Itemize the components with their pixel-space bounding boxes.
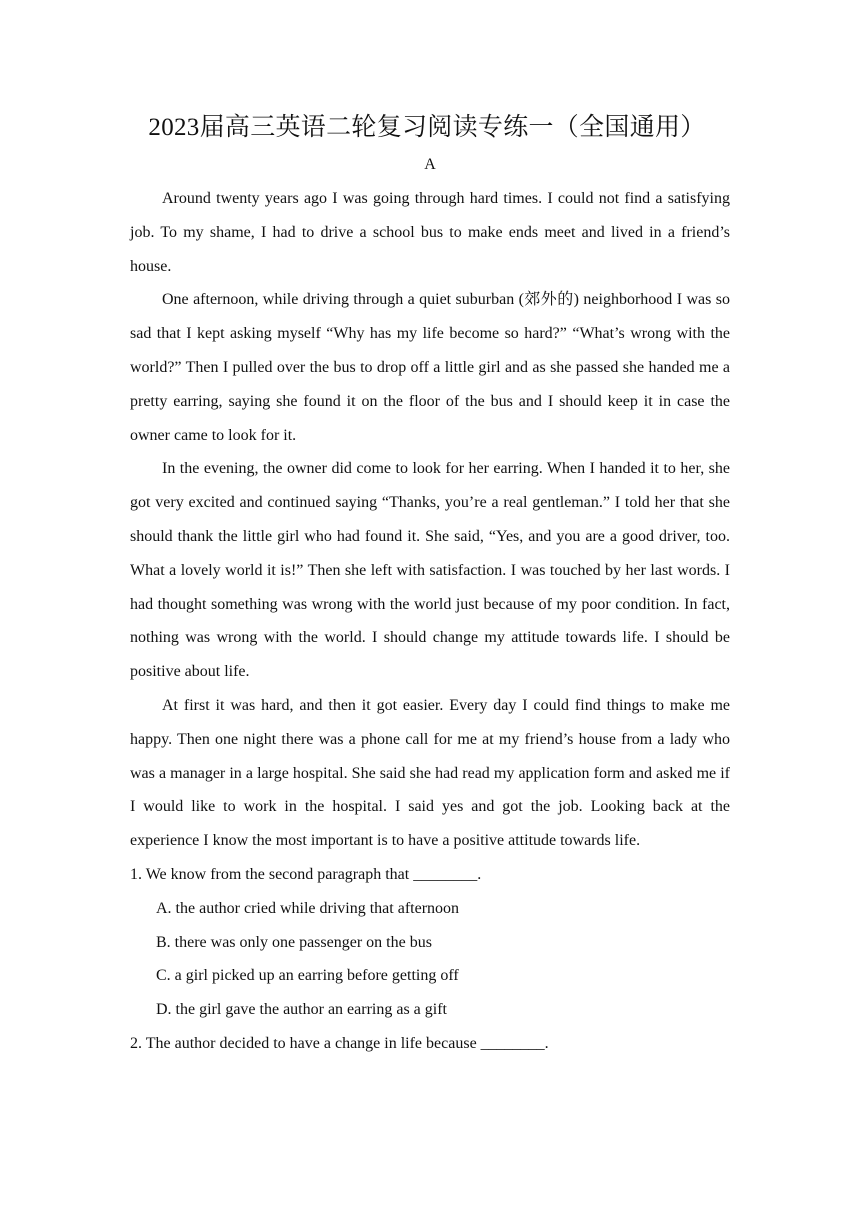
question-1-stem: 1. We know from the second paragraph that ________. [130,865,482,883]
document-title: 2023届高三英语二轮复习阅读专练一（全国通用） [148,114,706,141]
paragraph-2: One afternoon, while driving through a quiet suburban (郊外的) neighborhood I was so sad that I kept asking myself “Why has my life become so hard?” “What’s wrong with the world?” Then I pulled over the bus to drop off a little girl and as she passed she handed me a pretty earring, saying she found it on the floor of the bus and I should keep it in case the owner came to look for it. [130,291,730,444]
question-2-stem: 2. The author decided to have a change in life because ________. [130,1034,549,1052]
question-1-option-d: D. the girl gave the author an earring as a gift [156,1001,447,1019]
section-label: A [424,156,436,173]
paragraph-4: At first it was hard, and then it got easier. Every day I could find things to make me happy. Then one night there was a phone call for me at my friend’s house from a lady who was a manager in a large hospital. She said she had read my application form and asked me if I would like to work in the hospital. I said yes and got the job. Looking back at the experience I know the most important is to have a positive attitude towards life. [130,696,730,850]
document-page [130,108,730,1061]
question-1-option-b: B. there was only one passenger on the bus [156,933,432,951]
question-1-option-c: C. a girl picked up an earring before getting off [156,967,459,985]
paragraph-3: In the evening, the owner did come to look for her earring. When I handed it to her, she got very excited and continued saying “Thanks, you’re a real gentleman.” I told her that she should thank the little girl who had found it. She said, “Yes, and you are a good driver, too. What a lovely world it is!” Then she left with satisfaction. I was touched by her last words. I had thought something was wrong with the world just because of my poor condition. In fact, nothing was wrong with the world. I should change my attitude towards life. I should be positive about life. [130,460,730,681]
paragraph-1: Around twenty years ago I was going through hard times. I could not find a satisfying job. To my shame, I had to drive a school bus to make ends meet and lived in a friend’s house. [130,190,730,275]
question-1-option-a: A. the author cried while driving that afternoon [156,899,460,917]
